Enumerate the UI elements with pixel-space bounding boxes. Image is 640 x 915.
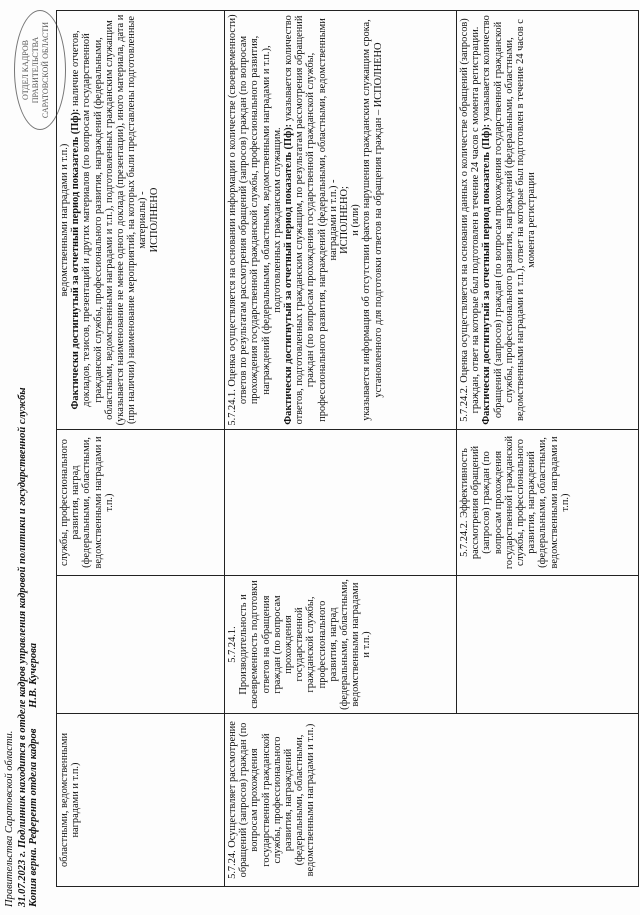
table-row-main-1 xyxy=(225,11,457,887)
cell-duty-continued: областными, ведомственными наградами и т.п.) xyxy=(57,714,225,887)
regulations-table xyxy=(56,10,639,887)
signer-role: Копия верна. Референт отдела кадров xyxy=(28,728,39,907)
cell-empty-2 xyxy=(225,430,457,576)
certification-line-2: 31.07.2023 г. Подлинник находится в отделе кадров управления кадровой политики и государственной службы xyxy=(17,387,28,907)
cell-assessment-5-7-24-2: 5.7.24.2. Оценка осуществляется на основании данных о количестве обращений (запросов) граждан, ответ на которые был подготовлен в течение 24 часов с момента регистрации. Фактически достигнутый за отчетный период показатель (Пф): указывается количество обращений (запросов) граждан (по вопросам прохождения государственной гражданской службы, профессионального развития, награждений (федеральными, областными, ведомственными наградами и т.п.), ответ на которые был подготовлен в течение 24 часов с момента регистрации xyxy=(457,11,639,430)
official-stamp: ОТДЕЛ КАДРОВ ПРАВИТЕЛЬСТВА САРАТОВСКОЙ ОБЛАСТИ xyxy=(14,10,66,130)
signer-name: Н.В. Кучерова xyxy=(28,642,39,708)
cell-criterion-5-7-24-2: 5.7.24.2. Эффективность рассмотрения обращений (запросов) граждан (по вопросам прохождения государственной гражданской службы, профессионального развития, награждений (федеральными, областными, ведомственными наградами и т.п.) xyxy=(457,430,639,576)
cell-empty xyxy=(57,576,225,714)
cell-criterion-continued: службы, профессионального развития, наград (федеральными, областными, ведомственными наградами и т.п.) xyxy=(57,430,225,576)
certification-signer xyxy=(28,7,40,907)
cell-empty-3 xyxy=(457,576,639,714)
status-executed: ИСПОЛНЕНО xyxy=(148,187,160,253)
cell-duty-5-7-24: 5.7.24. Осуществляет рассмотрение обращений (запросов) граждан (по вопросам прохождения государственной гражданской службы, профессионального развития, награждений (федеральными, областными, ведомственными наградами и т.п.) xyxy=(225,714,639,887)
cell-assessment-5-7-24-1: 5.7.24.1. Оценка осуществляется на основании информации о количестве (своевременности) ответов по результатам рассмотрения обращений (запросов) граждан (по вопросам прохождения государственной гражданской службы, профессионального развития, награждений (федеральными, областными, ведомственными наградами и т.п.), подготовленных гражданским служащим. Фактически достигнутый за отчетный период показатель (Пф): указывается количество ответов, подготовленных гражданским служащим, по результатам рассмотрения обращений граждан (по вопросам прохождения государственной гражданской службы, профессионального развития, награждений (федеральными, областными, ведомственными наградами и т.п.) - ИСПОЛНЕНО; и (или) указывается информация об отсутствии фактов нарушения гражданским служащим срока, установленного для подготовки ответов на обращения граждан – ИСПОЛНЕНО xyxy=(225,11,457,430)
certification-line-1: Правительства Саратовской области. xyxy=(4,730,15,907)
cell-criterion-5-7-24-1: 5.7.24.1. Производительность и своевременность подготовки ответов на обращения граждан (по вопросам прохождения государственной гражданской службы, профессионального развития, наград (федеральными, областными, ведомственными наградами и т.п.) xyxy=(225,576,457,714)
status-executed: ИСПОЛНЕНО; xyxy=(339,186,351,254)
actual-indicator-paragraph: Фактически достигнутый за отчетный период показатель (Пф): наличие отчетов, докладов, тезисов, презентаций и других материалов (по вопросам государственной гражданской службы, профессионального развития, награждений (федеральными, областными, ведомственными наградами и т.п.), подготовленных гражданским служащим (указывается наименование не менее одного доклада (презентации), иного материала, дата и (при наличии) наименование мероприятий, на которых были представлены подготовленные материалы) - xyxy=(70,14,149,426)
cell-assessment-continued: ведомственными наградами и т.п.) Фактически достигнутый за отчетный период показатель (Пф): наличие отчетов, докладов, тезисов, презентаций и других материалов (по вопросам государственной гражданской службы, профессионального развития, награждений (федеральными, областными, ведомственными наградами и т.п.), подготовленных гражданским служащим (указывается наименование не менее одного доклада (презентации), иного материала, дата и (при наличии) наименование мероприятий, на которых были представлены подготовленные материалы) - ИСПОЛНЕНО xyxy=(57,11,225,430)
table-row-top xyxy=(57,11,225,887)
